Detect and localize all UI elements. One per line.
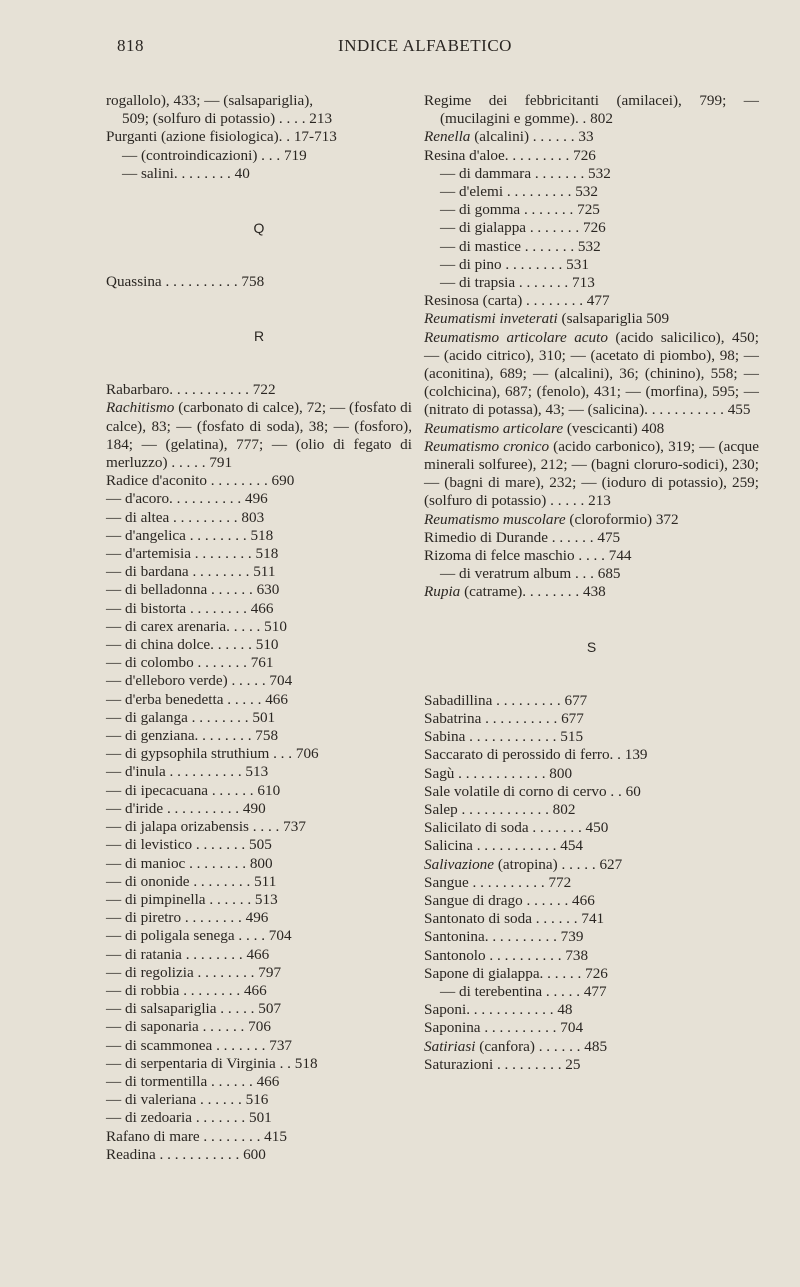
entry-text: (vescicanti) 408: [563, 419, 665, 437]
entry-term: Reumatismo muscolare: [424, 510, 566, 528]
index-entry: — di china dolce. . . . . . 510: [106, 636, 279, 654]
entry-text: (acido carbonico), 319; — (acque minerali solfuree), 212; — (bagni cloruro-sodici), 230; — (bagni di mare), 232; — (ioduro di potassio), 259; (solfuro di potassio) . . . . . 213: [424, 437, 759, 510]
entry-text: (cloroformio) 372: [565, 510, 679, 528]
index-entry: — di pimpinella . . . . . . 513: [106, 890, 278, 908]
entry-term: Reumatismo articolare acuto: [424, 328, 608, 346]
entry-text: (salsapariglia 509: [557, 310, 670, 328]
index-entry: Sagù . . . . . . . . . . . . 800: [424, 764, 573, 782]
entry-text: (alcalini) . . . . . . 33: [470, 128, 594, 146]
index-entry: Resina d'aloe. . . . . . . . . 726: [424, 146, 596, 164]
index-entry: — d'artemisia . . . . . . . . 518: [106, 545, 279, 563]
index-entry: — di regolizia . . . . . . . . 797: [106, 963, 282, 981]
right-column: [424, 92, 759, 1074]
index-entry: — (controindicazioni) . . . 719: [122, 146, 307, 164]
index-entry: Saponina . . . . . . . . . . 704: [424, 1019, 584, 1037]
index-entry: Sabatrina . . . . . . . . . . 677: [424, 709, 584, 727]
index-entry: [424, 1038, 759, 1056]
left-column: [106, 92, 412, 1164]
index-entry: Sapone di gialappa. . . . . . 726: [424, 964, 608, 982]
index-entry: — di ononide . . . . . . . . 511: [106, 872, 277, 890]
index-entry: — di levistico . . . . . . . 505: [106, 836, 272, 854]
index-entry: Saturazioni . . . . . . . . . 25: [424, 1055, 581, 1073]
index-entry: [424, 438, 759, 511]
entry-text: (atropina) . . . . . 627: [494, 855, 623, 873]
running-head: [105, 36, 745, 60]
index-entry: Saponi. . . . . . . . . . . . 48: [424, 1001, 573, 1019]
index-entry: Rafano di mare . . . . . . . . 415: [106, 1127, 287, 1145]
page-number: 818: [117, 36, 144, 55]
entry-term: Reumatismi inveterati: [424, 310, 558, 328]
index-entry: — di bardana . . . . . . . . 511: [106, 563, 276, 581]
index-entry: Sale volatile di corno di cervo . . 60: [424, 782, 641, 800]
entry-term: Rachitismo: [106, 399, 175, 417]
index-entry: [424, 128, 759, 146]
index-entry: — di serpentaria di Virginia . . 518: [106, 1054, 318, 1072]
index-entry: 509; (solfuro di potassio) . . . . 213: [122, 110, 333, 128]
index-entry: — di altea . . . . . . . . . 803: [106, 508, 265, 526]
entry-term: Reumatismo cronico: [424, 437, 550, 455]
index-entry: — di valeriana . . . . . . 516: [106, 1091, 269, 1109]
index-entry: — di scammonea . . . . . . . 737: [106, 1036, 293, 1054]
index-entry: rogallolo), 433; — (salsapariglia),: [106, 92, 314, 109]
index-entry: — di manioc . . . . . . . . 800: [106, 854, 273, 872]
index-entry: — d'angelica . . . . . . . . 518: [106, 526, 274, 544]
index-entry: Regime dei febbricitanti (amilacei), 799; — (mucilagini e gomme). . 802: [424, 92, 759, 128]
index-entry: Saccarato di perossido di ferro. . 139: [424, 746, 648, 764]
section-letter-r: R: [253, 328, 265, 345]
index-entry: — d'acoro. . . . . . . . . . 496: [106, 490, 268, 508]
index-entry: — di salsapariglia . . . . . 507: [106, 1000, 282, 1018]
index-entry: — d'inula . . . . . . . . . . 513: [106, 763, 269, 781]
index-entry: — di galanga . . . . . . . . 501: [106, 708, 276, 726]
index-entry: Readina . . . . . . . . . . . 600: [106, 1145, 266, 1163]
index-entry: — di carex arenaria. . . . . 510: [106, 617, 287, 635]
index-entry: — di terebentina . . . . . 477: [440, 982, 607, 1000]
index-entry: Santonato di soda . . . . . . 741: [424, 910, 605, 928]
index-entry: — di piretro . . . . . . . . 496: [106, 909, 269, 927]
index-entry: — di tormentilla . . . . . . 466: [106, 1072, 280, 1090]
index-entry: — di gialappa . . . . . . . 726: [440, 219, 606, 237]
index-entry: — salini. . . . . . . . 40: [122, 164, 250, 182]
entry-text: (carbonato di calce), 72; — (fosfato di calce), 83; — (fosfato di soda), 38; — (fosforo), 184; — (gelatina), 777; — (olio di fegato di merluzzo) . . . . . 791: [106, 399, 412, 472]
index-entry: Sabina . . . . . . . . . . . . 515: [424, 728, 584, 746]
index-entry: — di bistorta . . . . . . . . 466: [106, 599, 274, 617]
page-title: INDICE ALFABETICO: [338, 36, 512, 55]
index-entry: — di gomma . . . . . . . 725: [440, 201, 600, 219]
section-letter-s: S: [586, 638, 597, 655]
index-entry: — di mastice . . . . . . . 532: [440, 237, 601, 255]
index-entry: Sabadillina . . . . . . . . . 677: [424, 691, 588, 709]
index-entry: — di trapsia . . . . . . . 713: [440, 274, 595, 292]
index-entry: — di veratrum album . . . 685: [440, 565, 621, 583]
index-entry: — di zedoaria . . . . . . . 501: [106, 1109, 272, 1127]
index-entry: Santonolo . . . . . . . . . . 738: [424, 946, 589, 964]
entry-text: (acido salicilico), 450; — (acido citrico), 310; — (acetato di piombo), 98; — (aconitina), 689; — (alcalini), 36; (chinino), 558; — (colchicina), 687; (fenolo), 431; — (morfina), 595; — (nitrato di potassa), 43; — (salicina). . . . . . . . . . . 455: [424, 328, 759, 419]
index-entry: — di jalapa orizabensis . . . . 737: [106, 818, 306, 836]
index-entry: — di pino . . . . . . . . 531: [440, 255, 589, 273]
index-entry: Santonina. . . . . . . . . . 739: [424, 928, 584, 946]
index-entry: Salicilato di soda . . . . . . . 450: [424, 819, 609, 837]
index-entry: — d'iride . . . . . . . . . . 490: [106, 799, 266, 817]
entry-term: Reumatismo articolare: [424, 419, 564, 437]
index-entry: — di robbia . . . . . . . . 466: [106, 981, 267, 999]
index-entry: — d'erba benedetta . . . . . 466: [106, 690, 288, 708]
index-entry: Sangue . . . . . . . . . . 772: [424, 873, 572, 891]
entry-text: (canfora) . . . . . . 485: [475, 1037, 608, 1055]
index-entry: [424, 856, 759, 874]
index-entry: — di belladonna . . . . . . 630: [106, 581, 280, 599]
index-entry: Quassina . . . . . . . . . . 758: [106, 273, 265, 291]
index-entry: — di ratania . . . . . . . . 466: [106, 945, 270, 963]
index-entry: — di gypsophila struthium . . . 706: [106, 745, 319, 763]
entry-text: (catrame). . . . . . . . 438: [460, 583, 606, 601]
index-entry: Purganti (azione fisiologica). . 17-713: [106, 128, 337, 146]
entry-term: Salivazione: [424, 855, 495, 873]
index-entry: [424, 420, 759, 438]
index-entry: — di dammara . . . . . . . 532: [440, 164, 611, 182]
index-entry: — di saponaria . . . . . . 706: [106, 1018, 271, 1036]
index-entry: — di genziana. . . . . . . . 758: [106, 727, 279, 745]
index-entry: [424, 511, 759, 529]
index-entry: — d'elemi . . . . . . . . . 532: [440, 183, 598, 201]
index-entry: Rimedio di Durande . . . . . . 475: [424, 528, 621, 546]
index-entry: Radice d'aconito . . . . . . . . 690: [106, 472, 295, 490]
index-entry: — di ipecacuana . . . . . . 610: [106, 781, 281, 799]
index-entry: — d'elleboro verde) . . . . . 704: [106, 672, 293, 690]
index-entry: [424, 329, 759, 420]
index-entry: Resinosa (carta) . . . . . . . . 477: [424, 292, 610, 310]
index-entry: Rabarbaro. . . . . . . . . . . 722: [106, 381, 276, 399]
entry-term: Renella: [424, 128, 471, 146]
index-entry: — di poligala senega . . . . 704: [106, 927, 292, 945]
index-entry: — di colombo . . . . . . . 761: [106, 654, 274, 672]
entry-term: Rupia: [424, 583, 461, 601]
index-entry-rachitismo: [106, 399, 412, 472]
index-entry: [424, 583, 759, 601]
index-entry: Rizoma di felce maschio . . . . 744: [424, 547, 632, 565]
index-entry: Salep . . . . . . . . . . . . 802: [424, 800, 576, 818]
entry-term: Satiriasi: [424, 1037, 476, 1055]
index-entry: Sangue di drago . . . . . . 466: [424, 891, 595, 909]
index-entry: [424, 310, 759, 328]
section-letter-q: Q: [253, 220, 265, 237]
index-entry: Salicina . . . . . . . . . . . 454: [424, 837, 584, 855]
